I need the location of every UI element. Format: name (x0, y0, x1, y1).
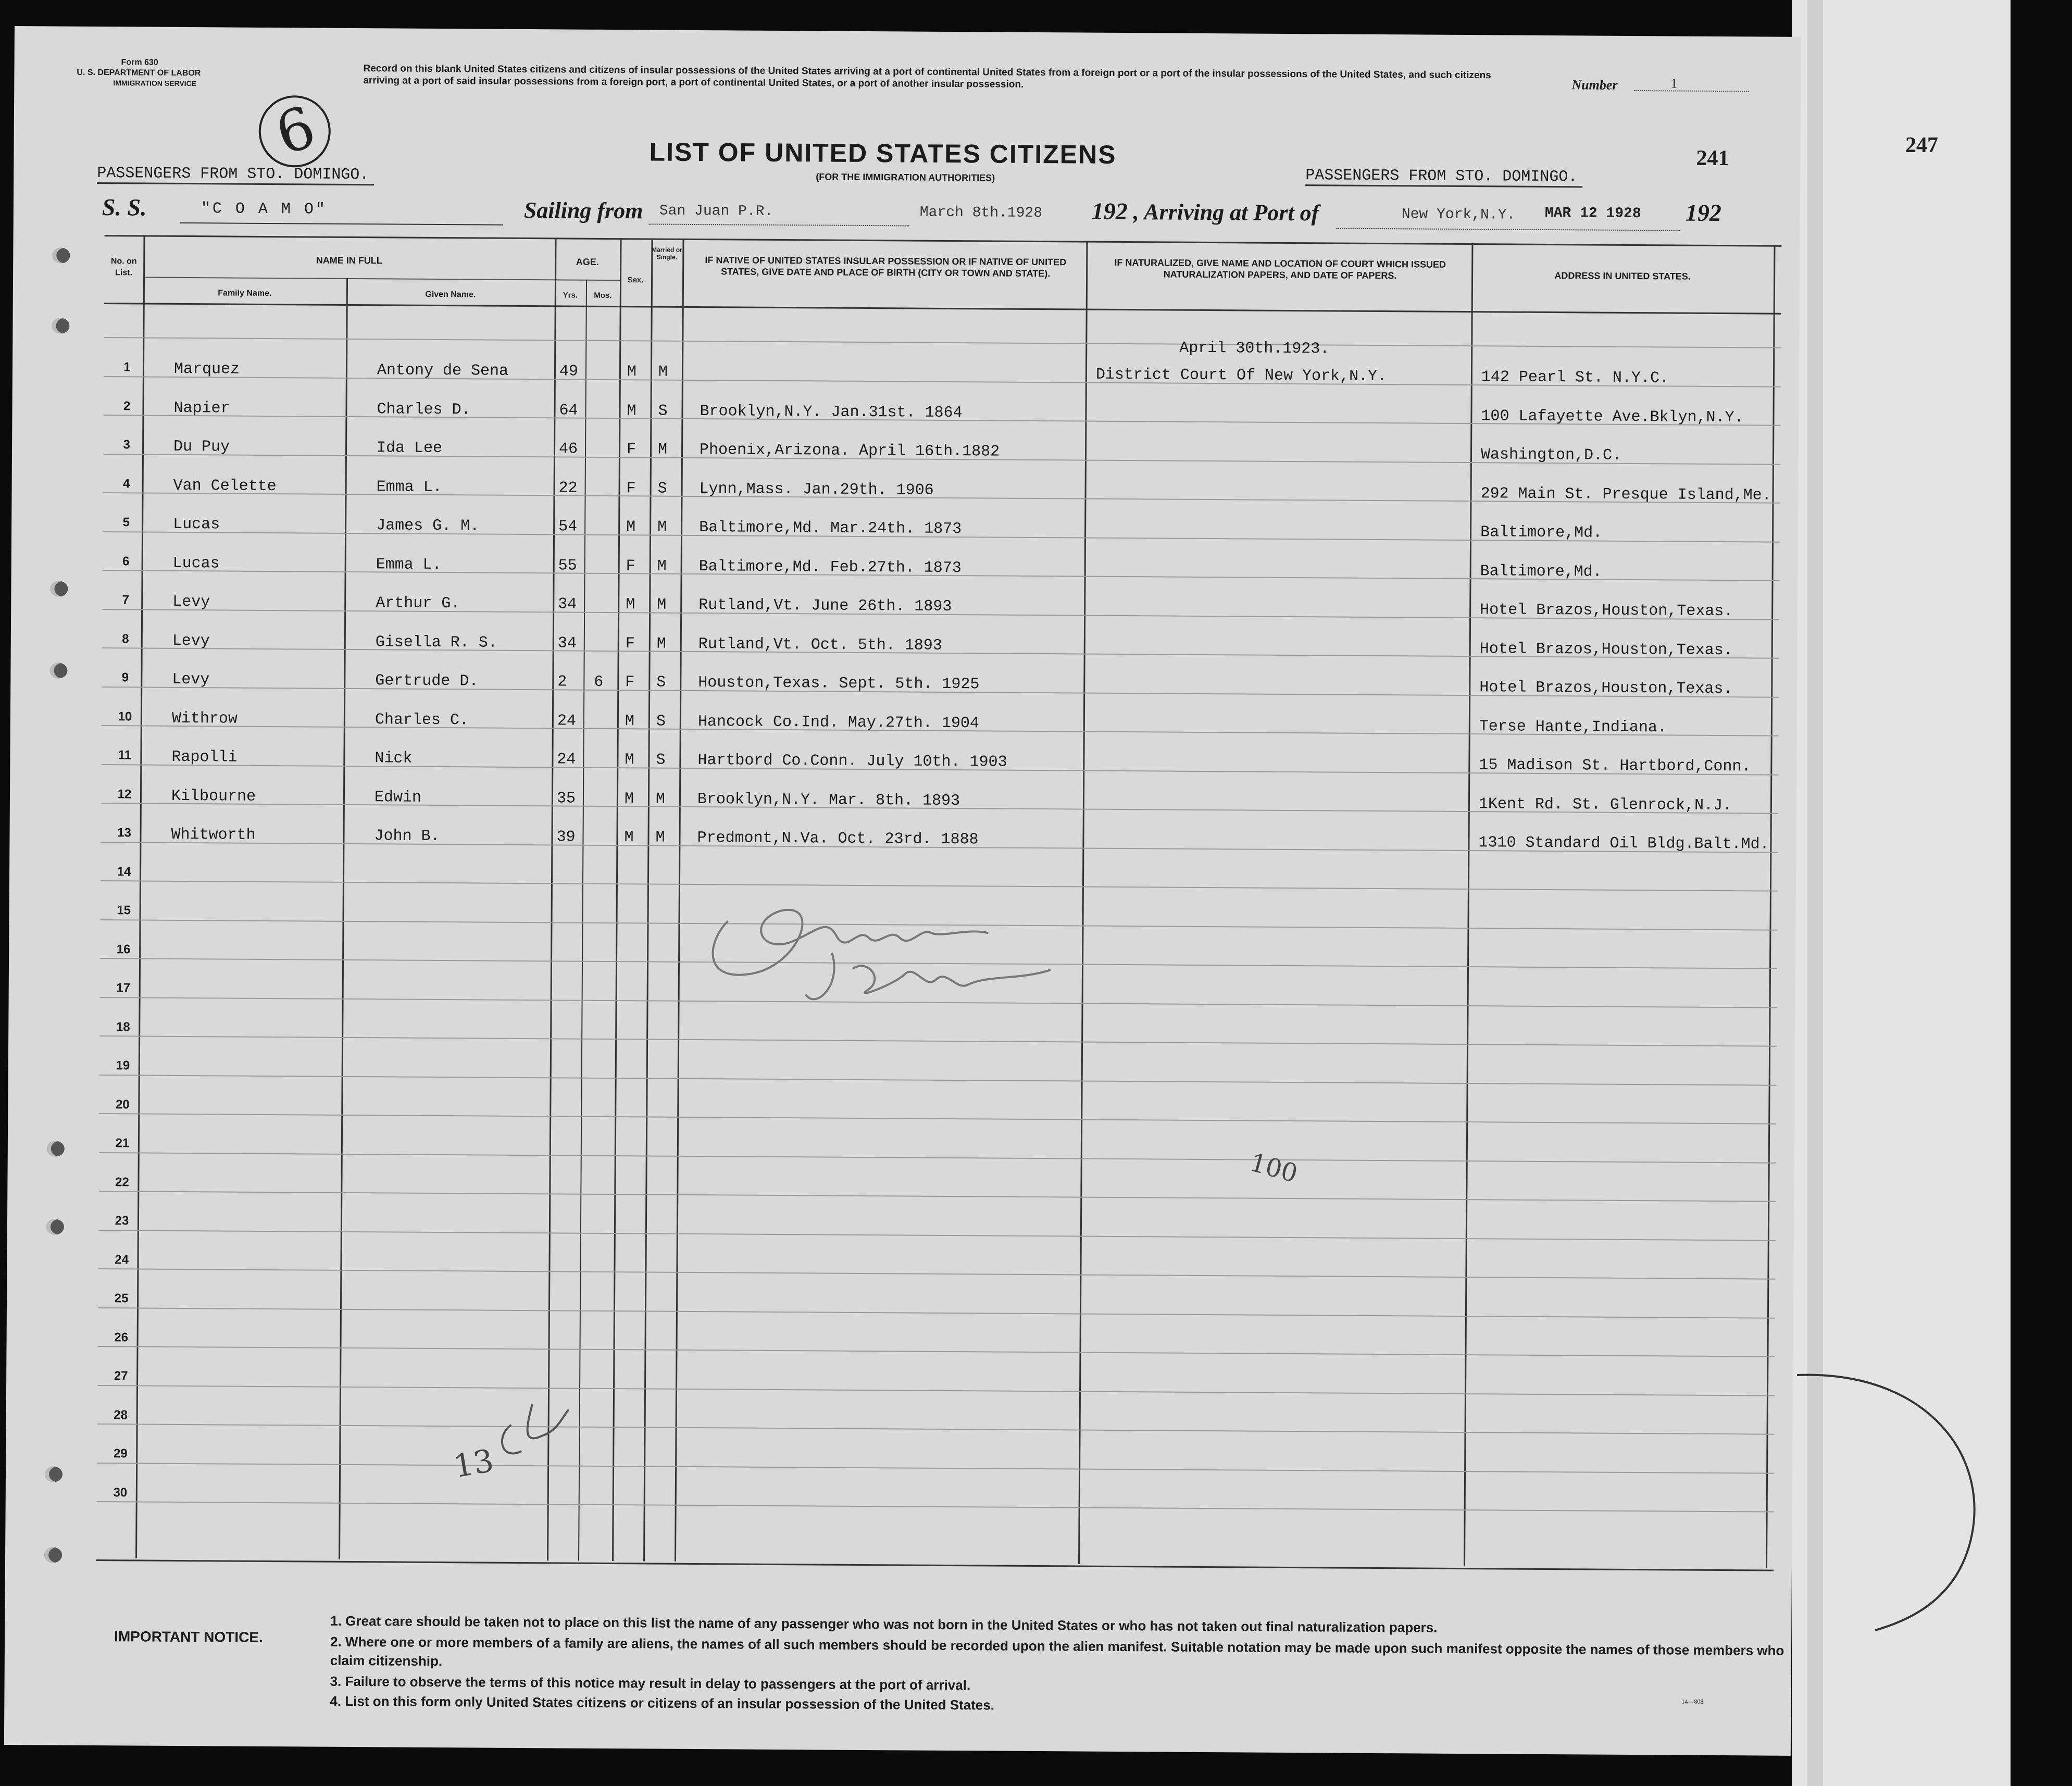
marital-status: S (656, 713, 666, 731)
given-name: Ida Lee (376, 439, 443, 458)
sex: M (627, 402, 636, 420)
form-number: Form 630 (121, 58, 158, 67)
page-subtitle: (FOR THE IMMIGRATION AUTHORITIES) (816, 171, 995, 183)
age-years: 49 (559, 363, 579, 381)
count-annotation: 100 (1246, 1147, 1301, 1189)
citizen-list-form (4, 26, 1801, 1756)
empty-row-number: 21 (115, 1136, 130, 1151)
row-number: 3 (123, 438, 130, 452)
header-yrs: Yrs. (563, 291, 578, 300)
bottom-scribble-drawing (490, 1394, 595, 1472)
naturalization-court: District Court Of New York,N.Y. (1095, 366, 1387, 386)
address: 142 Pearl St. N.Y.C. (1481, 368, 1669, 388)
punch-hole (52, 318, 69, 333)
empty-row-number: 14 (117, 864, 131, 879)
birth-place-date: Predmont,N.Va. Oct. 23rd. 1888 (697, 829, 979, 849)
given-name: James G. M. (376, 517, 480, 535)
punch-hole (45, 1466, 63, 1482)
sex: M (626, 596, 635, 614)
birth-place-date: Brooklyn,N.Y. Mar. 8th. 1893 (697, 790, 960, 810)
empty-row-number: 20 (115, 1097, 130, 1111)
bottom-scribble (490, 1394, 595, 1475)
number-underline (1634, 90, 1749, 92)
address: 15 Madison St. Hartbord,Conn. (1479, 756, 1751, 776)
header-age: AGE. (576, 256, 599, 267)
arriving-port: New York,N.Y. (1401, 206, 1516, 223)
row-number: 10 (118, 709, 132, 723)
sex: M (626, 518, 636, 536)
header-sex: Sex. (627, 276, 644, 285)
sailing-from-underline (649, 223, 909, 226)
punch-hole (49, 663, 67, 678)
family-name: Rapolli (171, 748, 238, 767)
sex: F (626, 441, 636, 459)
age-years: 24 (557, 711, 576, 730)
print-code: 14—808 (1681, 1697, 1704, 1705)
naturalization-date: April 30th.1923. (1179, 339, 1330, 358)
family-name: Kilbourne (171, 787, 256, 806)
given-name: Emma L. (376, 555, 442, 574)
number-label: Number (1571, 77, 1618, 93)
number-value: 1 (1670, 76, 1678, 91)
family-name: Levy (172, 593, 210, 611)
empty-row-number: 17 (116, 981, 131, 995)
birth-place-date: Baltimore,Md. Mar.24th. 1873 (699, 519, 962, 539)
birth-place-date: Rutland,Vt. June 26th. 1893 (698, 596, 952, 616)
empty-row-number: 18 (116, 1019, 130, 1034)
birth-place-date: Lynn,Mass. Jan.29th. 1906 (699, 480, 934, 499)
age-years: 39 (556, 828, 576, 846)
sailing-from-label: Sailing from (523, 197, 643, 224)
marital-status: M (657, 557, 667, 576)
passengers-from-left: PASSENGERS FROM STO. DOMINGO. (97, 165, 374, 185)
age-years: 35 (556, 789, 576, 808)
header-given-name: Given Name. (425, 290, 476, 299)
sex: F (626, 557, 635, 575)
ship-name: "C O A M O" (201, 200, 328, 219)
empty-row-number: 23 (115, 1214, 129, 1228)
empty-row-number: 24 (115, 1252, 129, 1267)
birth-place-date: Baltimore,Md. Feb.27th. 1873 (698, 557, 962, 577)
header-address: ADDRESS IN UNITED STATES. (1554, 270, 1691, 282)
row-number: 13 (117, 826, 131, 840)
page-title: LIST OF UNITED STATES CITIZENS (649, 137, 1117, 169)
given-name: John B. (374, 827, 440, 846)
given-name: Emma L. (376, 478, 442, 496)
empty-row-number: 26 (114, 1330, 129, 1344)
marital-status: M (656, 635, 666, 653)
family-name: Lucas (173, 515, 220, 534)
arriving-underline (1337, 228, 1680, 231)
passengers-from-right: PASSENGERS FROM STO. DOMINGO. (1305, 167, 1582, 188)
form-instructions: Record on this blank United States citizens and citizens of insular possessions of the United States arriving at a port of continental United States from a foreign port or a port of the insular possessions of the United States, and such citizens arriving at a port of said insular possessions from a foreign port, a port of continental United States, or a port of another insular possession. (363, 63, 1491, 90)
address: Washington,D.C. (1480, 446, 1622, 465)
birth-place-date: Brooklyn,N.Y. Jan.31st. 1864 (700, 402, 963, 422)
department-name: U. S. DEPARTMENT OF LABOR (77, 68, 201, 78)
row-number: 7 (122, 593, 130, 607)
sailing-from-port: San Juan P.R. (659, 203, 773, 220)
given-name: Gisella R. S. (375, 633, 497, 652)
notice-item-4: 4. List on this form only United States citizens or citizens of an insular possession of the United States. (330, 1693, 995, 1713)
header-naturalized: IF NATURALIZED, GIVE NAME AND LOCATION OF COURT WHICH ISSUED NATURALIZATION PAPERS, AND DATE OF PAPERS. (1114, 257, 1446, 281)
year-label-2: 192 (1685, 199, 1722, 227)
marital-status: M (657, 596, 667, 614)
arrival-date-stamp: MAR 12 1928 (1544, 205, 1641, 222)
empty-row-number: 29 (113, 1446, 128, 1461)
address: 1310 Standard Oil Bldg.Balt.Md. (1478, 834, 1769, 854)
address: Baltimore,Md. (1480, 562, 1602, 581)
sex: F (625, 673, 635, 692)
given-name: Antony de Sena (377, 361, 509, 380)
marital-status: M (658, 363, 668, 381)
birth-place-date: Hancock Co.Ind. May.27th. 1904 (697, 713, 980, 732)
year-label-1: 192 (1091, 197, 1128, 225)
marital-status: M (655, 790, 666, 808)
family-name: Whitworth (171, 826, 256, 844)
punch-hole (52, 247, 70, 263)
family-name: Levy (172, 670, 210, 689)
sex: M (627, 363, 637, 381)
page-number: 241 (1696, 146, 1729, 171)
empty-row-number: 30 (113, 1485, 128, 1500)
address: Baltimore,Md. (1480, 523, 1603, 542)
empty-row-number: 28 (114, 1407, 128, 1422)
address: 292 Main St. Presque Island,Me. (1480, 484, 1771, 505)
sex: M (624, 790, 634, 808)
sex: F (625, 634, 635, 653)
arriving-label: , Arriving at Port of (1133, 199, 1319, 226)
given-name: Charles D. (377, 400, 471, 419)
age-years: 64 (559, 401, 578, 420)
notice-item-1: 1. Great care should be taken not to place on this list the name of any passenger who was not born in the United States or who has not taken out final naturalization papers. (330, 1613, 1438, 1635)
row-number: 5 (122, 515, 130, 530)
row-number: 11 (118, 748, 132, 763)
birth-place-date: Houston,Texas. Sept. 5th. 1925 (698, 674, 980, 694)
given-name: Gertrude D. (375, 672, 479, 691)
given-name: Charles C. (375, 710, 469, 729)
age-years: 34 (557, 634, 577, 653)
header-birth: IF NATIVE OF UNITED STATES INSULAR POSSESSION OR IF NATIVE OF UNITED STATES, GIVE DATE AND PLACE OF BIRTH (CITY OR TOWN AND STATE). (705, 255, 1067, 279)
birth-place-date: Hartbord Co.Conn. July 10th. 1903 (697, 752, 1007, 771)
sex: M (624, 829, 634, 847)
age-years: 22 (558, 479, 578, 497)
empty-row-number: 19 (116, 1058, 130, 1073)
address: Hotel Brazos,Houston,Texas. (1479, 640, 1733, 659)
age-years: 55 (558, 556, 577, 575)
empty-row-number: 22 (115, 1175, 129, 1189)
sex: M (625, 712, 634, 730)
header-no-on-list: No. on List. (110, 257, 137, 278)
marital-status: S (657, 480, 667, 498)
age-years: 2 (557, 673, 567, 691)
circled-handwritten-number: 6 (249, 86, 340, 177)
page-curl-line (1797, 1328, 2005, 1693)
row-number: 8 (122, 631, 129, 646)
age-years: 46 (558, 440, 578, 458)
row-number: 12 (117, 786, 132, 801)
row-number: 2 (123, 398, 131, 413)
marital-status: S (658, 402, 668, 420)
punch-hole (44, 1547, 62, 1563)
signature-drawing (696, 879, 1072, 1017)
given-name: Nick (375, 750, 413, 768)
family-name: Withrow (171, 709, 238, 728)
marital-status: S (656, 751, 666, 769)
address: Hotel Brazos,Houston,Texas. (1480, 601, 1733, 621)
family-name: Levy (172, 632, 210, 650)
empty-row-number: 25 (114, 1291, 129, 1306)
age-years: 34 (558, 595, 577, 614)
row-rules (15, 26, 1801, 37)
header-married-single: Married or Single. (652, 246, 682, 261)
family-name: Lucas (172, 554, 220, 572)
signature-scribble (696, 879, 1072, 1017)
notice-item-2: 2. Where one or more members of a family are aliens, the names of all such members should be recorded upon the alien manifest. Suitable notation may be made upon such manifest opposite the names of those members who claim citizenship. (330, 1633, 1784, 1669)
empty-row-number: 15 (117, 903, 131, 918)
age-years: 24 (557, 751, 576, 769)
row-number: 1 (123, 360, 131, 374)
marital-status: S (656, 673, 666, 692)
age-years: 54 (558, 518, 578, 536)
marital-status: M (657, 441, 668, 459)
notice-heading: IMPORTANT NOTICE. (114, 1628, 263, 1645)
given-name: Arthur G. (376, 594, 460, 613)
header-name-in-full: NAME IN FULL (316, 255, 382, 266)
service-name: IMMIGRATION SERVICE (113, 79, 197, 88)
row-number: 4 (122, 476, 130, 491)
sex: F (626, 479, 636, 497)
ss-label: S. S. (102, 194, 147, 221)
punch-hole (50, 581, 68, 596)
header-mos: Mos. (594, 291, 612, 301)
marital-status: M (655, 829, 665, 847)
row-number: 9 (121, 670, 129, 685)
family-name: Van Celette (173, 477, 277, 495)
address: Terse Hante,Indiana. (1479, 717, 1667, 736)
ship-name-underline (180, 222, 503, 226)
side-page-number: 247 (1905, 133, 1938, 157)
header-family-name: Family Name. (218, 289, 272, 298)
address: 1Kent Rd. St. Glenrock,N.J. (1478, 795, 1732, 815)
family-name: Napier (173, 399, 230, 418)
empty-row-number: 27 (114, 1369, 128, 1383)
address: 100 Lafayette Ave.Bklyn,N.Y. (1481, 407, 1744, 427)
empty-row-number: 16 (116, 942, 131, 956)
birth-place-date: Phoenix,Arizona. April 16th.1882 (699, 441, 1000, 461)
age-months: 6 (594, 673, 604, 691)
marital-status: M (657, 518, 667, 536)
sex: M (625, 751, 634, 769)
bottom-count-annotation: 13 (451, 1442, 496, 1485)
punch-hole (47, 1141, 65, 1156)
notice-item-3: 3. Failure to observe the terms of this notice may result in delay to passengers at the port of arrival. (330, 1673, 971, 1693)
row-number: 6 (122, 554, 130, 568)
family-name: Du Puy (173, 438, 230, 456)
given-name: Edwin (374, 788, 422, 807)
punch-hole (46, 1219, 64, 1234)
family-name: Marquez (173, 360, 240, 379)
address: Hotel Brazos,Houston,Texas. (1479, 679, 1733, 698)
sailing-date: March 8th.1928 (919, 204, 1043, 222)
birth-place-date: Rutland,Vt. Oct. 5th. 1893 (698, 635, 942, 655)
